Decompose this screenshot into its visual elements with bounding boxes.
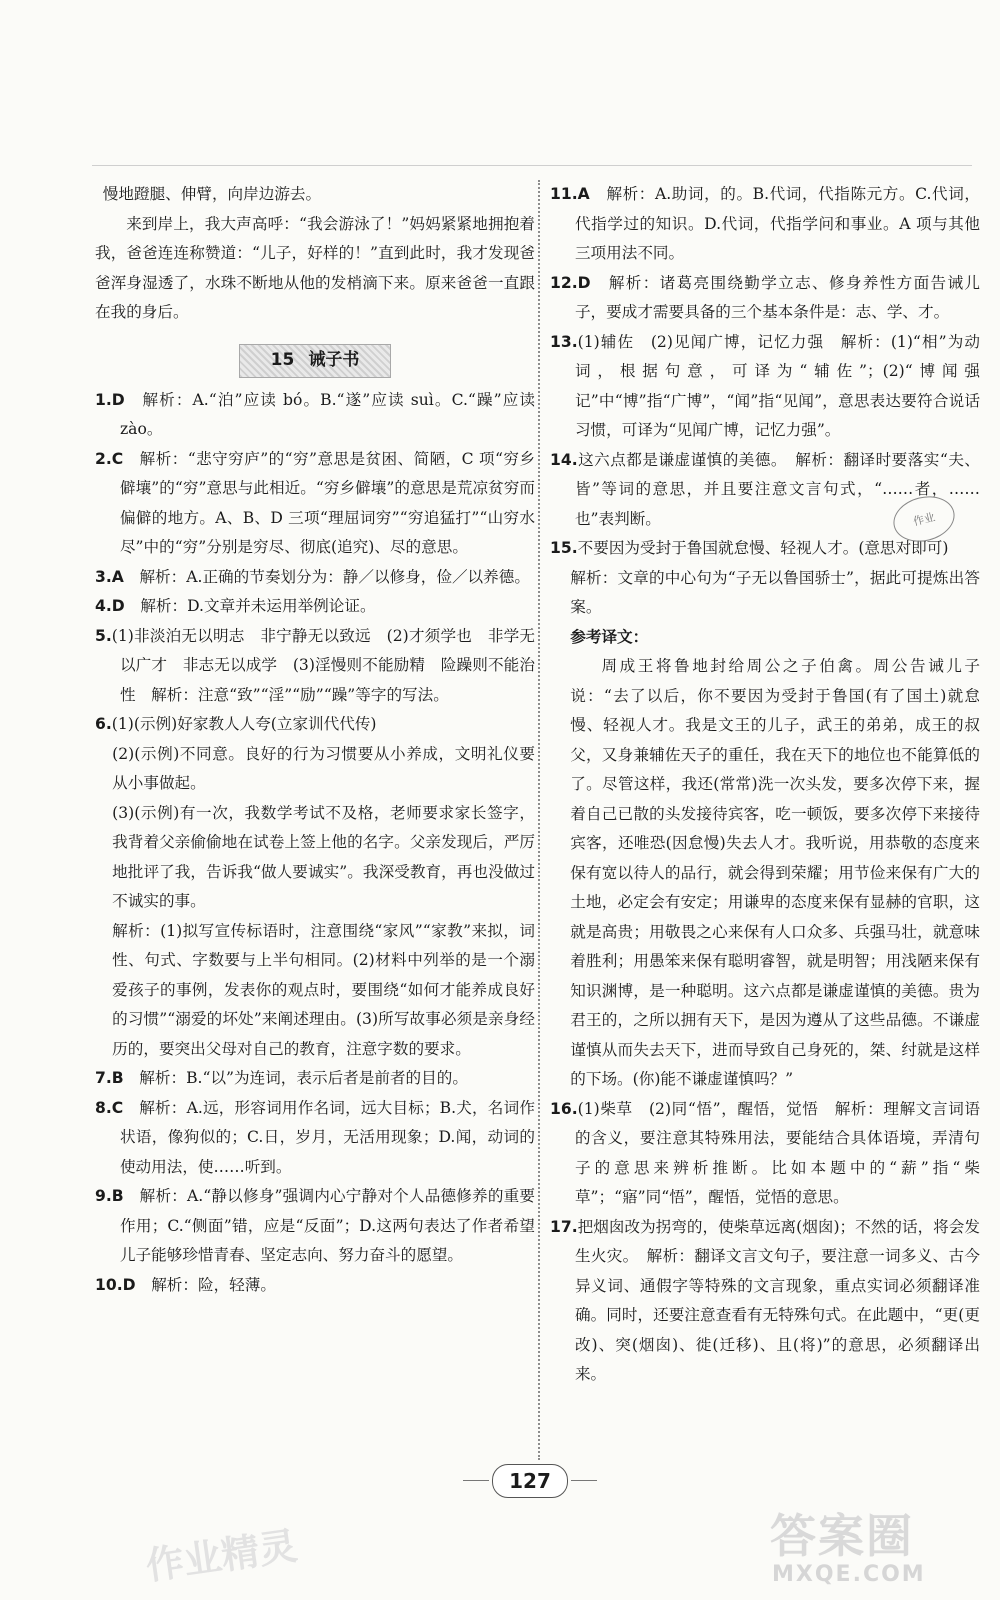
- answer-item: [95, 1094, 535, 1183]
- answer-number: 14.: [550, 450, 578, 469]
- answer-item: [95, 1271, 535, 1301]
- answer-item: [550, 180, 980, 269]
- answer-text: 这六点都是谦虚谨慎的美德。 解析：翻译时要落实“夫、皆”等词的意思，并且要注意文言句式，“……者，……也”表判断。: [574, 450, 980, 528]
- answer-item: [95, 622, 535, 711]
- answer-item-6: [95, 710, 535, 1064]
- answer-number: 9.B: [95, 1187, 124, 1205]
- answer-number: 3.A: [95, 567, 124, 586]
- answer-item: [95, 1064, 535, 1094]
- answer-number: 10.D: [95, 1275, 136, 1294]
- watermark-corner-logo: [760, 1500, 985, 1595]
- answer-item: [550, 269, 980, 328]
- answer-number: 16.: [550, 1099, 578, 1118]
- answer-item: [550, 1095, 980, 1213]
- answer-text: 解析：“悲守穷庐”的“穷”意思是贫困、简陋，C 项“穷乡僻壤”的“穷”意思与此相近。“穷乡僻壤”的意思是荒凉贫穷而偏僻的地方。A、B、D 三项“理屈词穷”“穷追猛打”“山穷水尽”中的“穷”分别是穷尽、彻底(追究)、尽的意思。: [119, 449, 535, 556]
- watermark-bottom: 作业精灵: [143, 1523, 300, 1589]
- answer-text: 不要因为受封于鲁国就怠慢、轻视人才。(意思对即可): [577, 539, 949, 557]
- answer-number: 17.: [550, 1217, 578, 1236]
- answer-6-part-2: (2)(示例)不同意。良好的行为习惯要从小养成，文明礼仪要从小事做起。: [112, 744, 535, 792]
- right-column: [550, 180, 980, 1390]
- reference-translation: 周成王将鲁地封给周公之子伯禽。周公告诫儿子说：“去了以后，你不要因为受封于鲁国(有了国土)就怠慢、轻视人才。我是文王的儿子，武王的弟弟，成王的叔父，又身兼辅佐天子的重任，我在天下的地位也不能算低的了。尽管这样，我还(常常)洗一次头发，要多次停下来，握着自己已散的头发接待宾客，吃一顿饭，要多次停下来接待宾客，还唯恐(因怠慢)失去人才。我听说，用恭敬的态度来保有宽以待人的品行，就会得到荣耀；用节俭来保有广大的土地，必定会有安定；用谦卑的态度来保有显赫的官职，这就是高贵；用敬畏之心来保有人口众多、兵强马壮，就意味着胜利；用愚笨来保有聪明睿智，就是明智；用浅陋来保有知识渊博，是一种聪明。这六点都是谦虚谨慎的美德。贵为君王的，之所以拥有天下，是因为遵从了这些品德。不谦虚谨慎从而失去天下，进而导致自己身死的，桀、纣就是这样的下场。(你)能不谦虚谨慎吗？”: [570, 657, 980, 1088]
- intro-line-1: 慢地蹬腿、伸臂，向岸边游去。: [102, 185, 322, 203]
- column-divider: [538, 180, 540, 1460]
- answer-list-a: [95, 386, 535, 711]
- answer-text: 解析：险，轻薄。: [151, 1275, 276, 1294]
- intro-paragraph-2: 来到岸上，我大声高呼：“我会游泳了！”妈妈紧紧地拥抱着我，爸爸连连称赞道：“儿子，好样的！”直到此时，我才发现爸爸浑身湿透了，水珠不断地从他的发梢滴下来。原来爸爸一直跟在我的身后。: [95, 214, 535, 321]
- section-title: 诫子书: [308, 349, 360, 370]
- answer-item: [95, 1182, 535, 1271]
- reference-translation-title: 参考译文：: [570, 627, 649, 646]
- answer-text: 解析：A.“静以修身”强调内心宁静对个人品德修养的重要作用；C.“侧面”错，应是“反面”；D.这两句表达了作者希望儿子能够珍惜青春、坚定志向、努力奋斗的愿望。: [119, 1187, 535, 1264]
- answer-text: 解析：诸葛亮围绕勤学立志、修身养性方面告诫儿子，要成才需要具备的三个基本条件是：志、学、才。: [574, 273, 980, 321]
- answer-item: [550, 328, 980, 446]
- answer-text: 把烟囱改为拐弯的，使柴草远离(烟囱)；不然的话，将会发生火灾。 解析：翻译文言文句子，要注意一词多义、古今异义词、通假字等特殊的文言现象，重点实词必须翻译准确。同时，还要注意查看有无特殊句式。在此题中，“更(更改)、突(烟囱)、徙(迁移)、且(将)”的意思，必须翻译出来。: [574, 1217, 980, 1383]
- stamp-mark: 作业: [889, 490, 960, 548]
- answer-item: [550, 1213, 980, 1390]
- answer-text: (1)非淡泊无以明志 非宁静无以致远 (2)才须学也 非学无以广才 非志无以成学 (3)淫慢则不能励精 险躁则不能治性 解析：注意“致”“淫”“励”“躁”等字的写法。: [111, 626, 535, 704]
- answer-text: 解析：B.“以”为连词，表示后者是前者的目的。: [139, 1069, 468, 1087]
- answer-item: [95, 445, 535, 563]
- answer-list-b: [95, 1064, 535, 1300]
- page-number: 127: [492, 1464, 568, 1498]
- answer-text: (1)辅佐 (2)见闻广博，记忆力强 解析：(1)“相”为动词，根据句意，可译为“辅佐”；(2)“博闻强记”中“博”指“广博”，“闻”指“见闻”，意思表达要符合说话习惯，可译为“见闻广博，记忆力强”。: [574, 332, 980, 439]
- answer-number: 11.A: [550, 185, 590, 203]
- section-number: 15: [270, 349, 295, 370]
- answer-6-analysis: 解析：(1)拟写宣传标语时，注意围绕“家风”“家教”来拟，词性、句式、字数要与上半句相同。(2)材料中列举的是一个溺爱孩子的事例，发表你的观点时，要围绕“如何才能养成良好的习惯”“溺爱的坏处”来阐述理由。(3)所写故事必须是亲身经历的，要突出父母对自己的教育，注意字数的要求。: [112, 921, 535, 1058]
- answer-number: 8.C: [95, 1098, 124, 1117]
- answer-number: 15.: [550, 539, 578, 557]
- answer-number: 6.: [95, 715, 112, 733]
- answer-text: 解析：A.远，形容词用作名词，远大目标；B.犬，名词作状语，像狗似的；C.日，岁月，无活用现象；D.闻，动词的使动用法，使……听到。: [119, 1098, 535, 1176]
- answer-item: [95, 592, 535, 622]
- left-column: [95, 180, 535, 1300]
- answer-item: [95, 386, 535, 445]
- answer-number: 4.D: [95, 597, 125, 615]
- answer-item: [95, 563, 535, 593]
- watermark-logo-url: MXQE.COM: [772, 1562, 926, 1587]
- top-rule: [92, 165, 972, 166]
- answer-text: (1)柴草 (2)同“悟”，醒悟，觉悟 解析：理解文言词语的含义，要注意其特殊用法，要能结合具体语境，弄清句子的意思来辨析推断。比如本题中的“薪”指“柴草”；“寤”同“悟”，醒悟，觉悟的意思。: [574, 1099, 980, 1206]
- watermark-logo-text: 答案圈: [770, 1509, 914, 1563]
- answer-text: 解析：D.文章并未运用举例论证。: [140, 597, 376, 615]
- answer-number: 5.: [95, 626, 112, 645]
- answer-number: 2.C: [95, 449, 124, 468]
- answer-6-part-1: [95, 710, 535, 740]
- answer-text: 解析：A.正确的节奏划分为：静／以修身，俭／以养德。: [139, 567, 530, 586]
- section-heading: [239, 344, 391, 378]
- answer-number: 12.D: [550, 273, 591, 292]
- answer-number: 13.: [550, 332, 578, 351]
- answer-15-analysis: 解析：文章的中心句为“子无以鲁国骄士”，据此可提炼出答案。: [570, 568, 980, 616]
- answer-text: 解析：A.助词，的。B.代词，代指陈元方。C.代词，代指学过的知识。D.代词，代指学问和事业。A 项与其他三项用法不同。: [574, 185, 980, 262]
- answer-text: 解析：A.“泊”应读 bó。B.“遂”应读 suì。C.“躁”应读 zào。: [119, 390, 535, 438]
- answer-6-part-3: (3)(示例)有一次，我数学考试不及格，老师要求家长签字，我背着父亲偷偷地在试卷上签上他的名字。父亲发现后，严厉地批评了我，告诉我“做人要诚实”。我深受教育，再也没做过不诚实的事。: [112, 803, 535, 910]
- answer-text: (1)(示例)好家教人人夸(立家训代代传): [111, 715, 377, 733]
- answer-number: 7.B: [95, 1069, 124, 1087]
- answer-number: 1.D: [95, 390, 125, 409]
